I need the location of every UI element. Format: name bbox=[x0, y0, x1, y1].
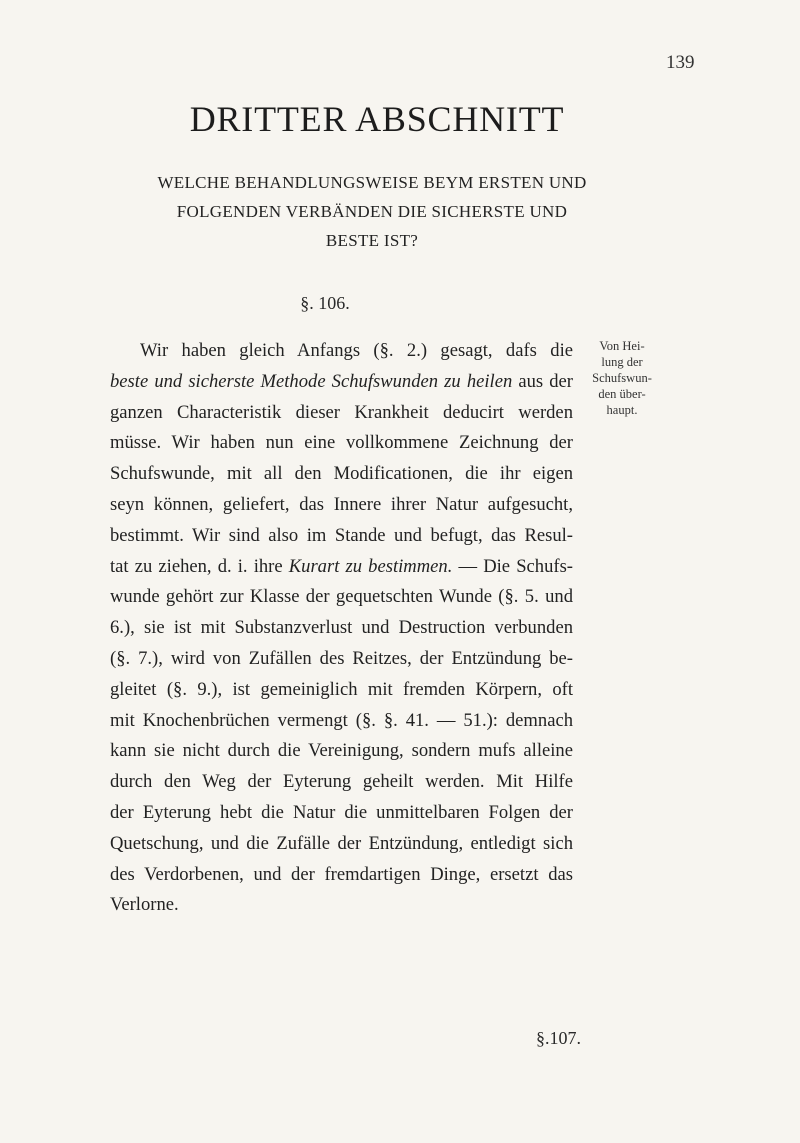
text-run: — Die Schufs- bbox=[452, 555, 573, 577]
text-line bbox=[110, 490, 573, 521]
text-run: tat zu ziehen, d. i. ihre bbox=[110, 555, 289, 577]
text-line bbox=[110, 860, 573, 891]
text-run: Verlorne. bbox=[110, 894, 179, 916]
text-run: durch den Weg der Eyterung geheilt werden. Mit Hilfe bbox=[110, 771, 573, 793]
text-run: mit Knochenbrüchen vermengt (§. §. 41. — 51.): demnach bbox=[110, 709, 573, 731]
text-line bbox=[110, 336, 573, 367]
margin-note-line: Von Hei- bbox=[599, 339, 645, 353]
text-run: kann sie nicht durch die Vereinigung, sondern mufs alleine bbox=[110, 740, 573, 762]
text-line bbox=[110, 582, 573, 613]
text-run: (§. 7.), wird von Zufällen des Reitzes, der Entzündung be- bbox=[110, 647, 573, 669]
text-run: wunde gehört zur Klasse der gequetschten Wunde (§. 5. und bbox=[110, 586, 573, 608]
body-paragraph bbox=[110, 336, 573, 921]
chapter-title: DRITTER ABSCHNITT bbox=[189, 99, 565, 139]
chapter-subtitle bbox=[102, 168, 642, 255]
text-run: bestimmt. Wir sind also im Stande und befugt, das Resul- bbox=[110, 524, 573, 546]
italic-text: beste und sicherste Methode Schufswunden zu heilen bbox=[110, 370, 513, 392]
subtitle-line: WELCHE BEHANDLUNGSWEISE BEYM ERSTEN UND bbox=[157, 173, 587, 192]
text-line bbox=[110, 428, 573, 459]
text-line bbox=[110, 398, 573, 429]
text-run: seyn können, geliefert, das Innere ihrer Natur aufgesucht, bbox=[110, 493, 573, 515]
text-line bbox=[110, 552, 573, 583]
text-line bbox=[110, 644, 573, 675]
text-run: der Eyterung hebt die Natur die unmittelbaren Folgen der bbox=[110, 801, 573, 823]
margin-note-line: haupt. bbox=[606, 403, 638, 417]
text-line bbox=[110, 521, 573, 552]
italic-text: Kurart zu bestimmen. bbox=[288, 555, 453, 577]
margin-note-line: lung der bbox=[601, 355, 643, 369]
text-run: aus der bbox=[512, 370, 573, 392]
margin-note-line: Schufswun- bbox=[592, 371, 652, 385]
text-line bbox=[110, 890, 573, 921]
subtitle-line: BESTE IST? bbox=[325, 231, 419, 250]
subtitle-line: FOLGENDEN VERBÄNDEN DIE SICHERSTE UND bbox=[176, 202, 568, 221]
text-line bbox=[110, 675, 573, 706]
catchword: §.107. bbox=[536, 1028, 581, 1048]
text-run: des Verdorbenen, und der fremdartigen Dinge, ersetzt das bbox=[110, 863, 573, 885]
text-line bbox=[110, 367, 573, 398]
section-heading: §. 106. bbox=[300, 293, 350, 313]
text-run: gleitet (§. 9.), ist gemeiniglich mit fremden Körpern, oft bbox=[110, 678, 573, 700]
text-line bbox=[110, 736, 573, 767]
text-line bbox=[110, 767, 573, 798]
margin-note-line: den über- bbox=[598, 387, 646, 401]
text-line bbox=[110, 829, 573, 860]
text-run: Quetschung, und die Zufälle der Entzündung, entledigt sich bbox=[110, 832, 573, 854]
text-line bbox=[110, 613, 573, 644]
text-run: Wir haben gleich Anfangs (§. 2.) gesagt, dafs die bbox=[140, 340, 573, 361]
text-run: Schufswunde, mit all den Modificationen, die ihr eigen bbox=[110, 463, 573, 485]
text-run: ganzen Characteristik dieser Krankheit deducirt werden bbox=[110, 401, 573, 423]
page-number: 139 bbox=[666, 52, 695, 73]
text-line bbox=[110, 798, 573, 829]
text-run: 6.), sie ist mit Substanzverlust und Destruction verbunden bbox=[110, 617, 573, 639]
text-line bbox=[110, 706, 573, 737]
text-run: müsse. Wir haben nun eine vollkommene Zeichnung der bbox=[110, 432, 573, 454]
text-line bbox=[110, 459, 573, 490]
margin-note bbox=[583, 338, 661, 418]
